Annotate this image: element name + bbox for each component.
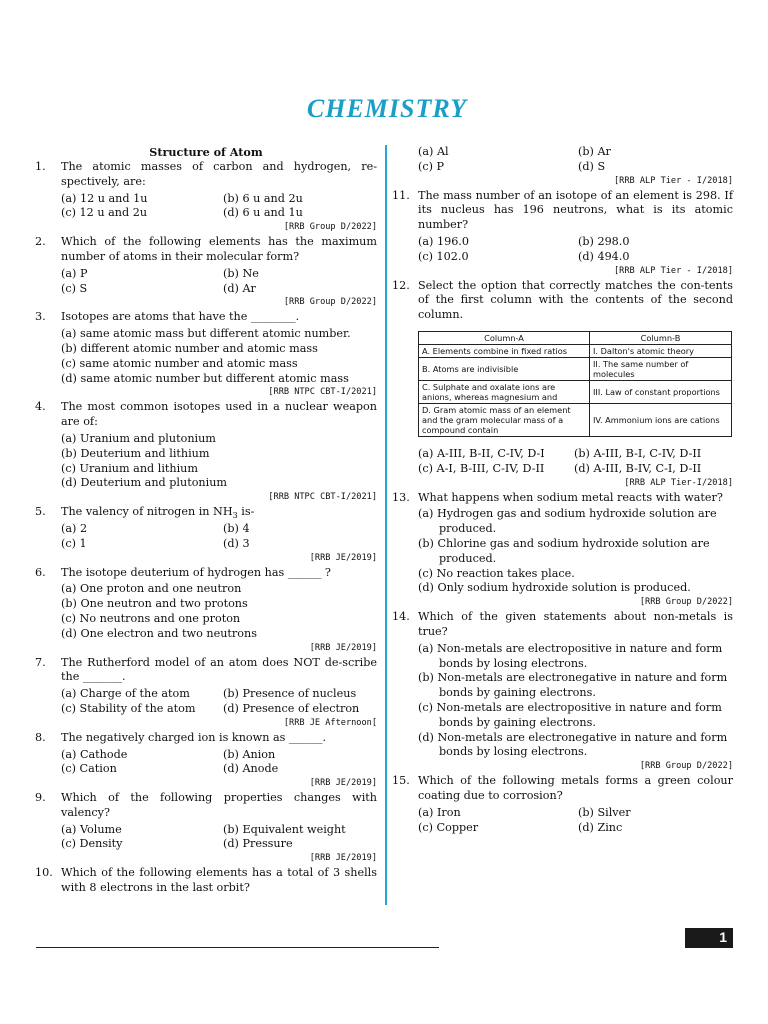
question-text: The isotope deuterium of hydrogen has ______ ?	[61, 565, 331, 579]
options-grid	[392, 806, 733, 836]
options-grid	[35, 522, 377, 552]
question-number: 1.	[35, 160, 46, 173]
option: (d) Presence of electron	[223, 701, 360, 715]
question-text: The negatively charged ion is known as ______.	[61, 730, 327, 744]
question-text	[61, 505, 377, 520]
option: (a) 12 u and 1u	[61, 191, 148, 205]
option: (d) Ar	[223, 281, 256, 295]
options-grid	[35, 267, 377, 297]
option: (c) Non-metals are electropositive in nature and form bonds by gaining electrons.	[418, 700, 722, 729]
question-number: 11.	[392, 188, 410, 202]
table-header: Column-B	[590, 331, 732, 344]
options-list	[392, 642, 733, 760]
option: (d) One electron and two neutrons	[61, 626, 257, 640]
question-text-after: is-	[237, 505, 255, 519]
question-text: Which of the given statements about non-metals is true?	[418, 610, 733, 638]
question-8	[35, 731, 377, 746]
question-number: 12.	[392, 278, 410, 292]
option: (b) Ar	[578, 145, 611, 158]
option: (b) Anion	[223, 747, 276, 761]
question-source: [RRB JE/2019]	[309, 642, 377, 653]
question-text: Which of the following metals forms a green colour coating due to corrosion?	[418, 774, 733, 802]
options-grid	[35, 748, 377, 778]
option: (c) Cation	[61, 762, 117, 776]
option: (a) Hydrogen gas and sodium hydroxide solution are produced.	[418, 507, 717, 536]
question-10	[35, 866, 377, 896]
question-source: [RRB Group D/2022]	[639, 597, 733, 608]
question-source: [RRB ALP Tier - I/2018]	[614, 265, 733, 276]
option: (d) 494.0	[578, 249, 630, 263]
matching-table	[418, 331, 732, 437]
option: (a) Non-metals are electropositive in nature and form bonds by losing electrons.	[418, 641, 723, 670]
option: (c) 1	[61, 536, 87, 550]
table-header-row	[419, 331, 732, 344]
option: (b) Ne	[223, 266, 259, 280]
question-number: 13.	[392, 490, 410, 504]
option: (b) Chlorine gas and sodium hydroxide solution are produced.	[418, 536, 710, 565]
question-source: [RRB NTPC CBT-I/2021]	[268, 492, 377, 503]
option: (b) Presence of nucleus	[223, 687, 357, 701]
subscript: 3	[232, 511, 238, 521]
column-divider	[385, 145, 387, 905]
question-source: [RRB Group D/2022]	[283, 297, 377, 308]
table-row	[419, 403, 732, 436]
option: (c) 102.0	[418, 249, 469, 263]
option: (a) P	[61, 266, 88, 280]
question-text-before: The valency of nitrogen in NH	[61, 505, 233, 519]
option: (d) Only sodium hydroxide solution is produced.	[418, 581, 691, 595]
option: (c) No reaction takes place.	[418, 566, 575, 580]
option: (b) One neutron and two protons	[61, 597, 248, 611]
table-cell: II. The same number of molecules	[590, 357, 732, 380]
table-header: Column-A	[419, 331, 590, 344]
option: (b) Deuterium and lithium	[61, 446, 210, 460]
option: (b) Equivalent weight	[223, 822, 346, 836]
question-1	[35, 160, 377, 190]
question-text: Isotopes are atoms that have the ________.	[61, 310, 300, 324]
question-text: Which of the following elements has the maximum number of atoms in their molecular form?	[61, 235, 377, 263]
option: (a) same atomic mass but different atomic number.	[61, 327, 351, 341]
option: (d) A-III, B-IV, C-I, D-II	[574, 461, 702, 475]
footer-rule	[36, 947, 439, 948]
question-7	[35, 656, 377, 686]
option: (d) Deuterium and plutonium	[61, 476, 228, 490]
option: (a) Charge of the atom	[61, 687, 190, 701]
options-grid	[35, 687, 377, 717]
question-source: [RRB JE/2019]	[309, 853, 377, 864]
option: (d) Zinc	[578, 820, 623, 834]
question-6	[35, 566, 377, 581]
option: (c) A-I, B-III, C-IV, D-II	[418, 461, 545, 475]
options-grid	[35, 823, 377, 853]
option: (c) P	[418, 159, 445, 173]
options-list	[35, 432, 377, 491]
question-text: Which of the following properties changes with valency?	[61, 791, 377, 819]
question-text: The mass number of an isotope of an element is 298. If its nucleus has 196 neutrons, what is its atomic number?	[418, 188, 733, 232]
question-source: [RRB JE/2019]	[309, 552, 377, 563]
option: (b) 4	[223, 521, 250, 535]
question-number: 6.	[35, 565, 46, 579]
option: (a) A-III, B-II, C-IV, D-I	[418, 446, 545, 460]
question-source: [RRB NTPC CBT-I/2021]	[268, 387, 377, 398]
option: (b) Silver	[578, 805, 631, 819]
table-cell: C. Sulphate and oxalate ions are anions, whereas magnesium and	[419, 380, 590, 403]
option: (d) S	[578, 159, 606, 173]
option: (a) Volume	[61, 822, 122, 836]
question-number: 7.	[35, 655, 46, 669]
question-number: 15.	[392, 774, 410, 788]
option: (a) One proton and one neutron	[61, 582, 242, 596]
question-number: 10.	[35, 866, 53, 880]
option: (a) 196.0	[418, 234, 469, 248]
page-number: 1	[719, 929, 727, 945]
options-grid	[392, 235, 733, 265]
option: (a) Al	[418, 145, 449, 158]
question-text: The atomic masses of carbon and hydrogen, re-spectively, are:	[61, 160, 377, 188]
question-text: The Rutherford model of an atom does NOT de-scribe the _______.	[61, 655, 377, 684]
option: (a) Uranium and plutonium	[61, 431, 216, 445]
question-text: Select the option that correctly matches the con-tents of the first column with the contents of the second column.	[418, 278, 733, 322]
option: (c) S	[61, 281, 88, 295]
option: (b) different atomic number and atomic mass	[61, 341, 318, 355]
table-cell: I. Dalton's atomic theory	[590, 344, 732, 357]
option: (c) Copper	[418, 820, 479, 834]
question-9	[35, 791, 377, 821]
question-text: The most common isotopes used in a nuclear weapon are of:	[61, 400, 377, 429]
options-list	[35, 582, 377, 641]
option: (d) 3	[223, 536, 250, 550]
question-source: [RRB JE/2019]	[309, 778, 377, 789]
option: (c) No neutrons and one proton	[61, 611, 241, 625]
question-number: 8.	[35, 730, 46, 744]
question-number: 14.	[392, 610, 410, 624]
question-source: [RRB Group D/2022]	[283, 222, 377, 233]
section-title: Structure of Atom	[149, 145, 263, 159]
table-cell: B. Atoms are indivisible	[419, 357, 590, 380]
options-grid	[392, 447, 733, 477]
option: (b) 6 u and 2u	[223, 191, 303, 205]
question-5	[35, 505, 377, 520]
table-row	[419, 357, 732, 380]
question-source: [RRB ALP Tier - I/2018]	[614, 175, 733, 186]
options-grid	[35, 192, 377, 222]
option: (d) Non-metals are electronegative in nature and form bonds by losing electrons.	[418, 730, 728, 759]
question-15	[392, 774, 733, 804]
question-number: 4.	[35, 400, 46, 414]
question-11	[392, 189, 733, 233]
question-14	[392, 610, 733, 640]
page-number-box	[685, 928, 733, 948]
table-cell: D. Gram atomic mass of an element and the gram molecular mass of a compound contain	[419, 403, 590, 436]
question-12	[392, 279, 733, 323]
question-2	[35, 235, 377, 265]
option: (d) 6 u and 1u	[223, 206, 303, 220]
question-source: [RRB JE Afternoon[	[283, 717, 377, 728]
left-column	[35, 145, 377, 898]
option: (b) Non-metals are electronegative in nature and form bonds by gaining electrons.	[418, 671, 728, 700]
options-list	[35, 327, 377, 386]
option: (c) same atomic number and atomic mass	[61, 356, 298, 370]
question-number: 3.	[35, 310, 46, 324]
option: (a) 2	[61, 521, 88, 535]
option: (c) Density	[61, 837, 123, 851]
question-number: 5.	[35, 505, 46, 519]
option: (c) Uranium and lithium	[61, 461, 198, 475]
option: (b) 298.0	[578, 234, 630, 248]
table-row	[419, 344, 732, 357]
table-row	[419, 380, 732, 403]
question-number: 2.	[35, 235, 46, 249]
option: (c) Stability of the atom	[61, 701, 196, 715]
table-cell: III. Law of constant proportions	[590, 380, 732, 403]
table-cell: IV. Ammonium ions are cations	[590, 403, 732, 436]
options-list	[392, 507, 733, 596]
option: (c) 12 u and 2u	[61, 206, 148, 220]
question-4	[35, 400, 377, 430]
table-cell: A. Elements combine in fixed ratios	[419, 344, 590, 357]
option: (d) same atomic number but different atomic mass	[61, 371, 349, 385]
question-text: What happens when sodium metal reacts with water?	[418, 490, 723, 504]
question-text: Which of the following elements has a total of 3 shells with 8 electrons in the last orbit?	[61, 866, 377, 895]
option: (b) A-III, B-I, C-IV, D-II	[574, 446, 702, 460]
question-source: [RRB Group D/2022]	[639, 761, 733, 772]
right-column	[392, 145, 733, 836]
options-grid	[392, 145, 733, 175]
question-source: [RRB ALP Tier-I/2018]	[624, 477, 733, 488]
question-3	[35, 310, 377, 325]
question-13	[392, 491, 733, 506]
page-title: CHEMISTRY	[306, 94, 468, 123]
option: (a) Cathode	[61, 747, 128, 761]
option: (a) Iron	[418, 805, 461, 819]
question-number: 9.	[35, 791, 46, 805]
option: (d) Pressure	[223, 837, 293, 851]
option: (d) Anode	[223, 762, 279, 776]
